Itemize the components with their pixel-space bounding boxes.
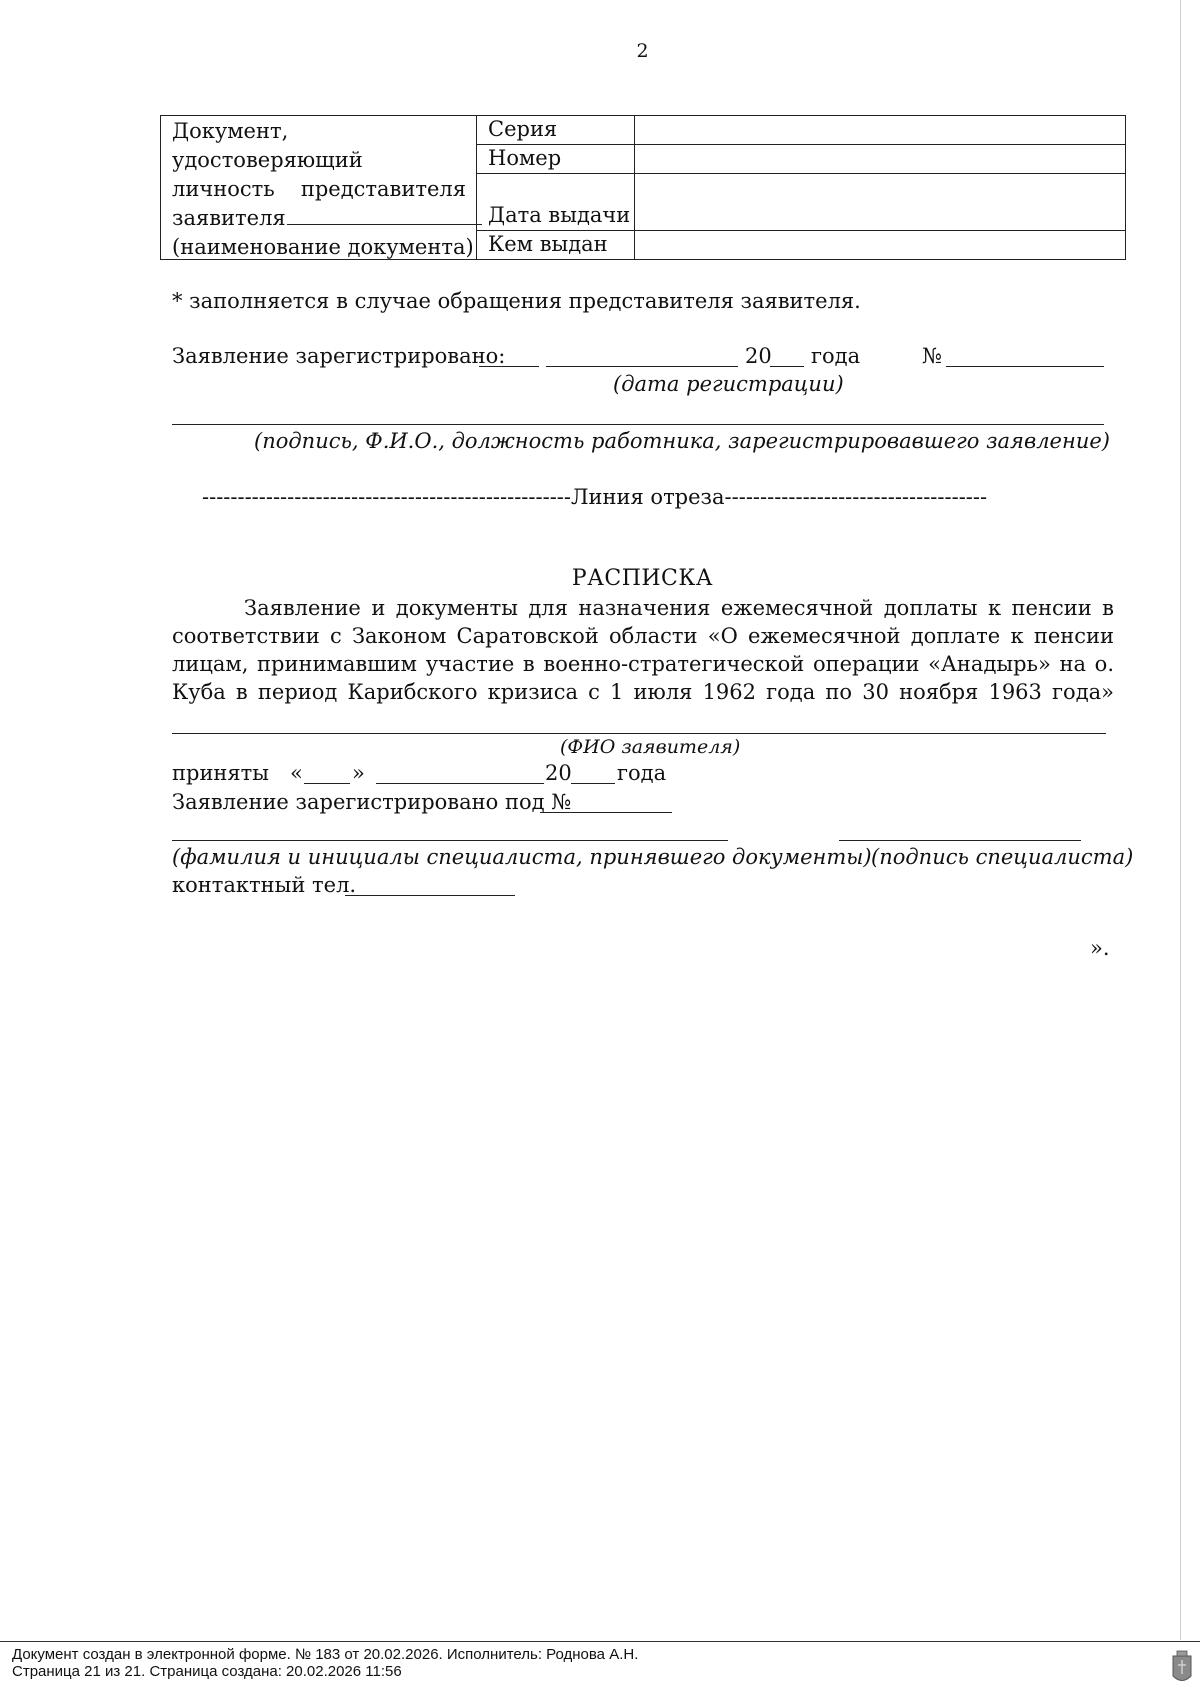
- accepted-label: приняты: [172, 761, 270, 785]
- id-document-label-cell: [161, 116, 477, 259]
- table-row-series: [477, 116, 1125, 145]
- receipt-title: РАСПИСКА: [571, 566, 714, 591]
- id-label-line-4: [172, 204, 466, 233]
- id-label-note: (наименование документа): [172, 235, 474, 259]
- table-row-label: [477, 145, 635, 173]
- applicant-fio-line[interactable]: [172, 711, 1106, 734]
- specialist-signature-caption: (подпись специалиста): [871, 845, 1134, 869]
- accepted-year-blank[interactable]: [571, 761, 615, 784]
- registration-year-prefix: 20: [745, 344, 772, 368]
- table-row-label: [477, 116, 635, 144]
- registration-year-word: года: [811, 344, 861, 368]
- registrar-signature-line[interactable]: [172, 402, 1104, 425]
- id-label-line-3: [172, 175, 466, 204]
- registered-under-label: Заявление зарегистрировано под №: [172, 790, 572, 814]
- registration-number-sign: №: [922, 344, 942, 368]
- accepted-day-blank[interactable]: [304, 761, 350, 784]
- id-document-table: [160, 115, 1126, 260]
- page-edge: [1180, 0, 1181, 1640]
- number-label: Номер: [488, 146, 562, 170]
- registration-year-blank[interactable]: [770, 344, 804, 367]
- contact-phone-blank[interactable]: [345, 873, 515, 896]
- cut-line-label: Линия отреза: [570, 485, 725, 509]
- cut-line-left-dashes: ----------------------------------------------------: [202, 485, 571, 509]
- table-row-number: [477, 145, 1125, 174]
- accepted-year-prefix: 20: [545, 761, 572, 785]
- closing-quote: ».: [1090, 936, 1110, 960]
- registration-label: Заявление зарегистрировано:: [172, 344, 506, 368]
- registration-date-caption: (дата регистрации): [613, 372, 844, 396]
- id-label-prefix: заявителя: [172, 206, 286, 230]
- registered-number-blank[interactable]: [540, 790, 672, 813]
- accepted-year-word: года: [617, 761, 667, 785]
- registration-day-blank[interactable]: [479, 344, 539, 367]
- id-document-name-blank[interactable]: [287, 206, 482, 225]
- receipt-body: [172, 594, 1114, 706]
- representative-note: * заполняется в случае обращения представителя заявителя.: [172, 289, 861, 313]
- table-row-issue-date: [477, 174, 1125, 231]
- series-label: Серия: [488, 117, 558, 141]
- coat-of-arms-icon: [1172, 1650, 1192, 1686]
- footer-rule: [0, 1641, 1200, 1642]
- accepted-quote-close: »: [352, 761, 365, 785]
- contact-phone-label: контактный тел.: [172, 873, 357, 897]
- registration-month-blank[interactable]: [546, 344, 738, 367]
- cut-line-right-dashes: -------------------------------------: [724, 485, 988, 509]
- page-number: 2: [636, 40, 649, 62]
- specialist-name-caption: (фамилия и инициалы специалиста, принявшего документы): [172, 845, 872, 869]
- footer-text: [12, 1646, 638, 1680]
- id-label-line-1: Документ,: [172, 119, 289, 143]
- specialist-signature-line[interactable]: [839, 818, 1081, 841]
- applicant-fio-caption: (ФИО заявителя): [560, 736, 741, 758]
- table-row-issued-by: [477, 231, 1125, 259]
- footer-line-2: Страница 21 из 21. Страница создана: 20.02.2026 11:56: [12, 1663, 402, 1680]
- id-label-line-2: удостоверяющий: [172, 148, 363, 172]
- issued-by-label: Кем выдан: [488, 232, 608, 256]
- receipt-body-text: Заявление и документы для назначения ежемесячной доплаты к пенсии в соответствии с Законом Саратовской области «О ежемесячной доплате к пенсии лицам, принимавшим участие в военно-стратегической операции «Анадырь» на о. Куба в период Карибского кризиса с 1 июля 1962 года по 30 ноября 1963 года»: [172, 596, 1114, 704]
- specialist-name-line[interactable]: [172, 818, 728, 841]
- cut-line: [202, 485, 987, 509]
- accepted-quote-open: «: [290, 761, 303, 785]
- id-label-word-b: представителя: [300, 177, 466, 201]
- footer-line-1: Документ создан в электронной форме. № 183 от 20.02.2026. Исполнитель: Роднова А.Н.: [12, 1646, 639, 1663]
- issue-date-label: Дата выдачи: [488, 203, 631, 227]
- registrar-signature-caption: (подпись, Ф.И.О., должность работника, зарегистрировавшего заявление): [254, 429, 1110, 453]
- registration-number-blank[interactable]: [946, 344, 1104, 367]
- id-label-word-a: личность: [172, 177, 275, 201]
- accepted-month-blank[interactable]: [376, 761, 544, 784]
- table-row-label: [477, 231, 635, 259]
- table-row-label: [477, 174, 635, 230]
